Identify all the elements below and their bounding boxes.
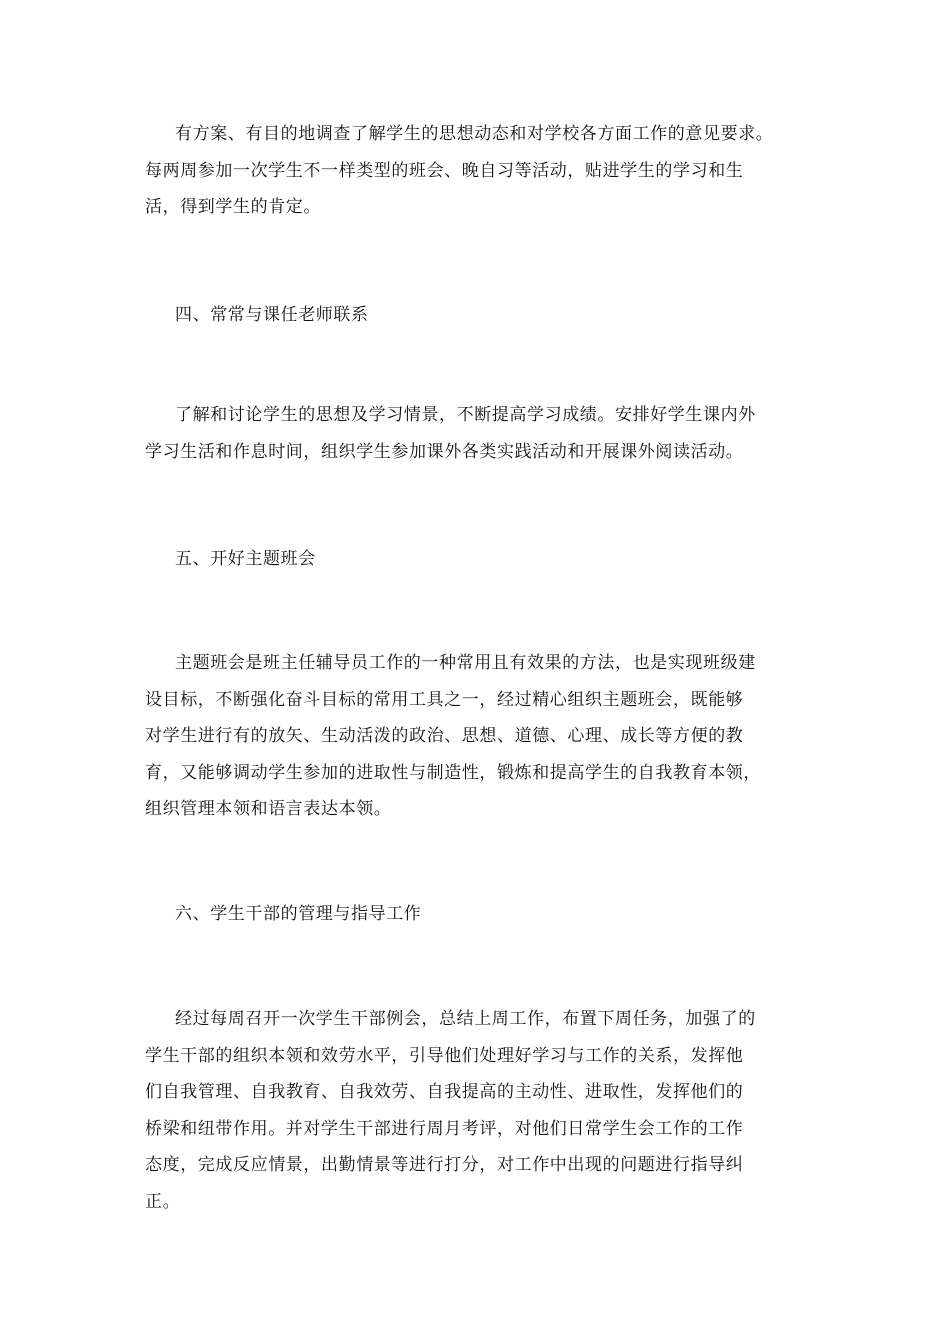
paragraph-student-survey <box>145 116 810 226</box>
paragraph-line: 育，又能够调动学生参加的进取性与制造性，锻炼和提高学生的自我教育本领， <box>145 762 761 783</box>
paragraph-line: 了解和讨论学生的思想及学习情景，不断提高学习成绩。安排好学生课内外 <box>175 405 756 425</box>
paragraph-student-cadres <box>145 1001 810 1220</box>
paragraph-line: 学习生活和作息时间，组织学生参加课外各类实践活动和开展课外阅读活动。 <box>145 441 744 462</box>
paragraph-theme-meeting <box>145 645 810 828</box>
paragraph-line: 有方案、有目的地调查了解学生的思想动态和对学校各方面工作的意见要求。 <box>175 124 774 144</box>
paragraph-line: 经过每周召开一次学生干部例会，总结上周工作，布置下周任务，加强了的 <box>175 1009 756 1029</box>
paragraph-line: 主题班会是班主任辅导员工作的一种常用且有效果的方法，也是实现班级建 <box>175 653 756 673</box>
paragraph-line: 对学生进行有的放矢、生动活泼的政治、思想、道德、心理、成长等方便的教 <box>145 726 744 746</box>
paragraph-line: 们自我管理、自我教育、自我效劳、自我提高的主动性、进取性，发挥他们的 <box>145 1082 744 1102</box>
paragraph-line: 正。 <box>145 1191 181 1212</box>
paragraph-line: 学生干部的组织本领和效劳水平，引导他们处理好学习与工作的关系，发挥他 <box>145 1045 744 1066</box>
paragraph-line: 设目标，不断强化奋斗目标的常用工具之一，经过精心组织主题班会，既能够 <box>145 689 744 710</box>
section-heading-5: 五、开好主题班会 <box>175 549 316 569</box>
paragraph-line: 桥梁和纽带作用。并对学生干部进行周月考评，对他们日常学生会工作的工作 <box>145 1118 744 1139</box>
section-heading-6: 六、学生干部的管理与指导工作 <box>175 904 422 924</box>
section-heading-4: 四、常常与课任老师联系 <box>175 305 369 325</box>
paragraph-teacher-contact <box>145 397 810 470</box>
paragraph-line: 态度，完成反应情景，出勤情景等进行打分，对工作中出现的问题进行指导纠 <box>145 1155 744 1175</box>
paragraph-line: 活，得到学生的肯定。 <box>145 197 321 217</box>
paragraph-line: 组织管理本领和语言表达本领。 <box>145 799 392 819</box>
paragraph-line: 每两周参加一次学生不一样类型的班会、晚自习等活动，贴进学生的学习和生 <box>145 160 744 181</box>
